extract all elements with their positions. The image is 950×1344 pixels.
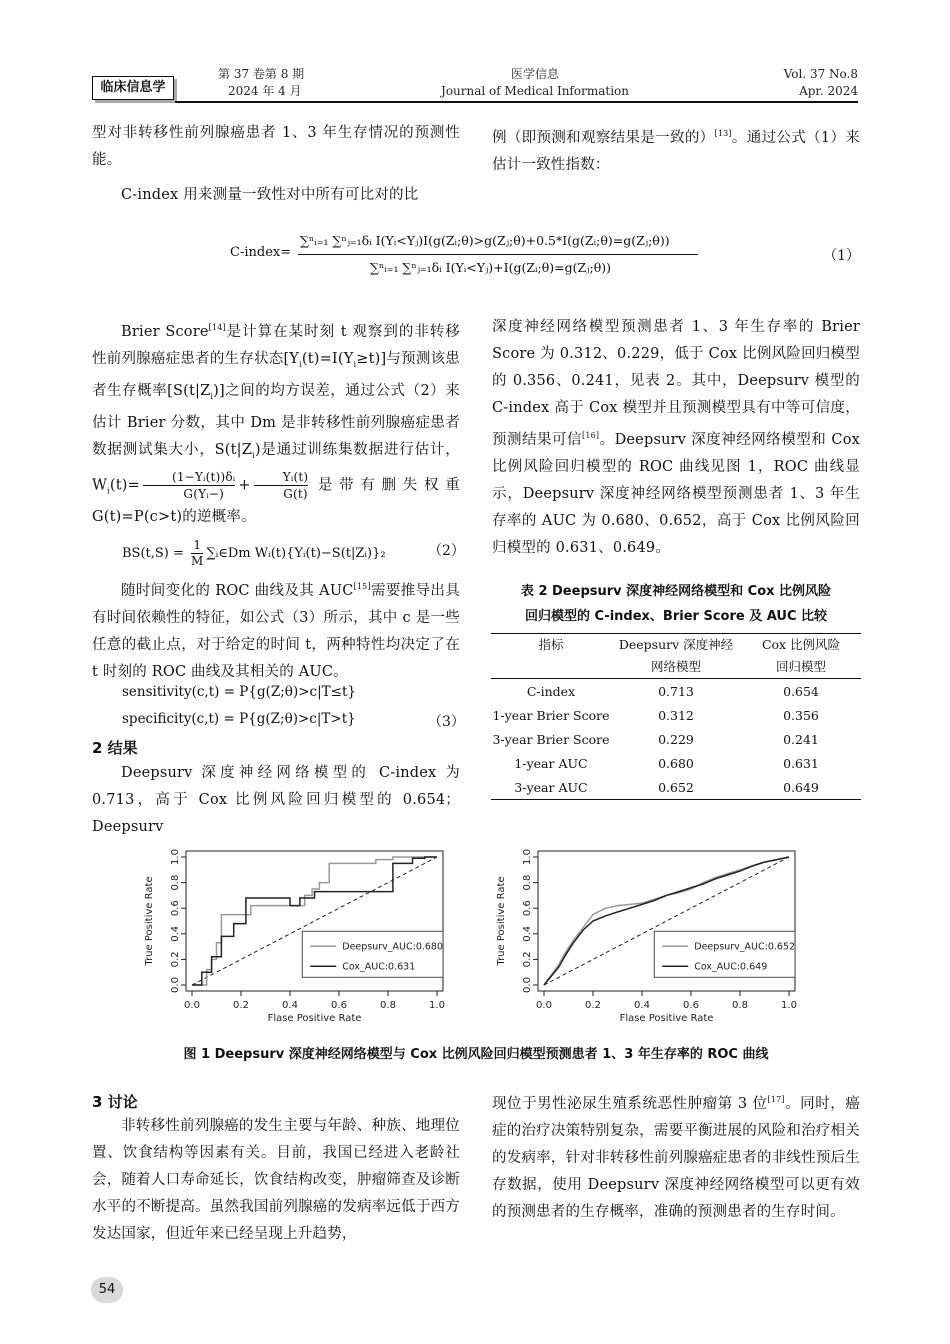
y-tick-label: 0.0 <box>522 977 533 993</box>
discussion-left-text: 非转移性前列腺癌的发生主要与年龄、种族、地理位置、饮食结构等因素有关。目前，我国已经进入老龄社会，随着人口寿命延长，饮食结构改变，肿瘤筛查及诊断水平的不断提高。虽然我国前列腺癌的发病率远低于西方发达国家，但近年来已经呈现上升趋势， <box>92 1118 460 1242</box>
x-axis-label: Flase Positive Rate <box>619 1013 714 1024</box>
table-cell: 3-year AUC <box>514 779 588 795</box>
discussion-left-paragraph <box>92 1113 460 1248</box>
y-tick-label: 0.8 <box>170 874 181 891</box>
x-axis-label: Flase Positive Rate <box>267 1013 362 1024</box>
header-date-en: Apr. 2024 <box>799 84 858 98</box>
formula-1-denominator: ∑ⁿᵢ₌₁ ∑ⁿⱼ₌₁δᵢ I(Yᵢ<Yⱼ)+I(g(Zᵢ;θ)=g(Zⱼ;θ)) <box>370 260 611 275</box>
brier-paragraph <box>92 314 460 531</box>
formula-3-number: （3） <box>428 714 465 730</box>
table-cell: 0.229 <box>658 731 694 747</box>
header-rule <box>175 101 858 103</box>
table-cell: 1-year Brier Score <box>492 707 610 723</box>
formula-1-numerator: ∑ⁿᵢ₌₁ ∑ⁿⱼ₌₁δᵢ I(Yᵢ<Yⱼ)I(g(Zᵢ;θ)>g(Zⱼ;θ)+0.5*I(g(Zᵢ;θ)=g(Zⱼ;θ)) <box>300 233 670 248</box>
top-left-line-1: 型对非转移性前列腺癌患者 1、3 年生存情况的预测性能。 <box>92 125 460 168</box>
page-number: 54 <box>91 1277 123 1303</box>
results-left-paragraph <box>92 760 460 841</box>
table-row <box>491 703 861 727</box>
table-cell: 1-year AUC <box>514 755 588 771</box>
legend-label: Deepsurv_AUC:0.652 <box>694 941 796 953</box>
x-tick-label: 0.4 <box>634 1000 650 1011</box>
x-tick-label: 0.8 <box>380 1000 396 1011</box>
y-tick-label: 0.2 <box>522 951 533 968</box>
formula-1-number: （1） <box>823 248 860 264</box>
roc-text: 随时间变化的 ROC 曲线及其 AUC[15]需要推导出具有时间依赖性的特征，如公式（3）所示，其中 c 是一些任意的截止点，对于给定的时间 t，两种特性均决定了在 t 时刻的 ROC 曲线及其相关的 AUC。 <box>92 582 461 680</box>
header-volume: 第 37 卷第 8 期 <box>218 67 305 81</box>
y-tick-label: 0.4 <box>522 925 533 942</box>
roc-chart-right <box>492 845 812 1030</box>
formula-1-fraction-bar <box>298 254 698 255</box>
results-left-text: Deepsurv 深度神经网络模型的 C-index 为 0.713，高于 Cox 比例风险回归模型的 0.654；Deepsurv <box>92 765 460 835</box>
table-cell: 0.631 <box>783 755 819 771</box>
section-2-heading: 2 结果 <box>92 739 138 757</box>
table-2-caption: 表 2 Deepsurv 深度神经网络模型和 Cox 比例风险 回归模型的 C-index、Brier Score 及 AUC 比较 <box>520 584 832 624</box>
roc-chart-left <box>140 845 450 1030</box>
top-right-paragraph <box>492 120 860 179</box>
header-journal-cn: 医学信息 <box>510 67 559 81</box>
table-header-cell: Deepsurv 深度神经 网络模型 <box>618 637 734 674</box>
y-tick-label: 0.6 <box>522 900 533 917</box>
specificity-formula: specificity(c,t) = P{g(Z;θ)>c|T>t} <box>122 711 356 727</box>
y-axis-label: True Positive Rate <box>144 876 155 966</box>
table-row <box>491 751 861 775</box>
x-tick-label: 1.0 <box>781 1000 797 1011</box>
x-tick-label: 0.8 <box>732 1000 748 1011</box>
table-header-cell: 指标 <box>538 637 564 652</box>
table-header-cell: Cox 比例风险 回归模型 <box>761 637 841 674</box>
table-cell: 0.241 <box>783 731 819 747</box>
results-right-paragraph <box>492 314 860 562</box>
table-cell: 0.312 <box>658 707 694 723</box>
legend-label: Cox_AUC:0.649 <box>694 961 768 973</box>
table-cell: 3-year Brier Score <box>492 731 610 747</box>
header-date: 2024 年 4 月 <box>228 84 302 98</box>
table-cell: 0.649 <box>783 779 819 795</box>
top-left-line-2: C-index 用来测量一致性对中所有可比对的比 <box>121 187 419 203</box>
legend-label: Deepsurv_AUC:0.680 <box>342 941 444 953</box>
header-vol-en: Vol. 37 No.8 <box>783 67 858 81</box>
top-left-paragraph <box>92 120 460 209</box>
y-axis-label: True Positive Rate <box>496 876 507 966</box>
table-row <box>491 679 861 704</box>
x-tick-label: 0.2 <box>585 1000 601 1011</box>
x-tick-label: 0.0 <box>536 1000 552 1011</box>
table-cell: 0.680 <box>658 755 694 771</box>
y-tick-label: 0.0 <box>170 977 181 993</box>
discussion-right-text: 现位于男性泌尿生殖系统恶性肿瘤第 3 位[17]。同时，癌症的治疗决策特别复杂，需要平衡进展的风险和治疗相关的发病率，针对非转移性前列腺癌症患者的非线性预后生存数据，使用 Deepsurv 深度神经网络模型可以更有效的预测患者的生存概率，准确的预测患者的生存时间。 <box>492 1095 860 1220</box>
discussion-right-paragraph <box>492 1086 860 1226</box>
x-tick-label: 1.0 <box>429 1000 445 1011</box>
header-journal-en: Journal of Medical Information <box>441 84 629 98</box>
table-cell: 0.356 <box>783 707 819 723</box>
sensitivity-formula: sensitivity(c,t) = P{g(Z;θ)>c|T≤t} <box>122 684 356 700</box>
table-cell: 0.652 <box>658 779 694 795</box>
brier-text: Brier Score[14]是计算在某时刻 t 观察到的非转移性前列腺癌症患者的生存状态$[Y_i(t)=I(Y_i\ge t)]$与预测该患者生存概率$[S(t|Z_i)]$之间的均方误差，通过公式（2）来估计 Brier 分数，其中 Dm 是非转移性前列腺癌症患者数据测试集大小，$S(t|Z_i)$是通过训练集数据进行估计，$W_i(t)=$ $\frac{\text{(1−Yᵢ(t))δᵢ}}{\text{G(Yᵢ−)}}$ + $\frac{\text{Yᵢ(t)}}{G(t)}$ 是带有删失权重 G(t)=P(c>t)的逆概率。 <box>92 323 461 525</box>
table-cell: 0.713 <box>658 683 694 699</box>
table-2 <box>491 633 861 800</box>
section-tag: 临床信息学 <box>92 76 174 100</box>
results-right-text: 深度神经网络模型预测患者 1、3 年生存率的 Brier Score 为 0.312、0.229，低于 Cox 比例风险回归模型的 0.356、0.241，见表 2。其中，Deepsurv 模型的 C-index 高于 Cox 模型并且预测模型具有中等可信度，预测结果可信[16]。Deepsurv 深度神经网络模型和 Cox 比例风险回归模型的 ROC 曲线见图 1，ROC 曲线显示，Deepsurv 深度神经网络模型预测患者 1、3 年生存率的 AUC 为 0.680、0.652，高于 Cox 比例风险回归模型的 0.631、0.649。 <box>492 319 861 556</box>
y-tick-label: 0.4 <box>170 925 181 942</box>
y-tick-label: 0.2 <box>170 951 181 968</box>
table-row <box>491 775 861 800</box>
y-tick-label: 0.8 <box>522 874 533 891</box>
formula-2-number: （2） <box>428 543 465 559</box>
x-tick-label: 0.6 <box>683 1000 699 1011</box>
x-tick-label: 0.0 <box>184 1000 200 1011</box>
y-tick-label: 1.0 <box>170 849 181 865</box>
legend-label: Cox_AUC:0.631 <box>342 961 416 973</box>
figure-1-caption: 图 1 Deepsurv 深度神经网络模型与 Cox 比例风险回归模型预测患者 1、3 年生存率的 ROC 曲线 <box>183 1047 769 1062</box>
table-cell: C-index <box>526 683 576 699</box>
x-tick-label: 0.4 <box>282 1000 298 1011</box>
y-tick-label: 0.6 <box>170 900 181 917</box>
x-tick-label: 0.2 <box>233 1000 249 1011</box>
formula-1-label: C-index= <box>230 245 292 260</box>
formula-2: BS(t,S) = $\frac{1}{M}$ ∑ᵢ∈Dm Wᵢ(t){Yᵢ(t)−S(t|Zᵢ)}₂ <box>122 538 386 568</box>
top-right-text: 例（即预测和观察结果是一致的）[13]。通过公式（1）来估计一致性指数： <box>492 129 861 173</box>
section-3-heading: 3 讨论 <box>92 1093 138 1111</box>
table-cell: 0.654 <box>783 683 819 699</box>
table-row <box>491 727 861 751</box>
y-tick-label: 1.0 <box>522 849 533 865</box>
table-header-row <box>491 634 861 679</box>
x-tick-label: 0.6 <box>331 1000 347 1011</box>
roc-paragraph <box>92 573 460 686</box>
